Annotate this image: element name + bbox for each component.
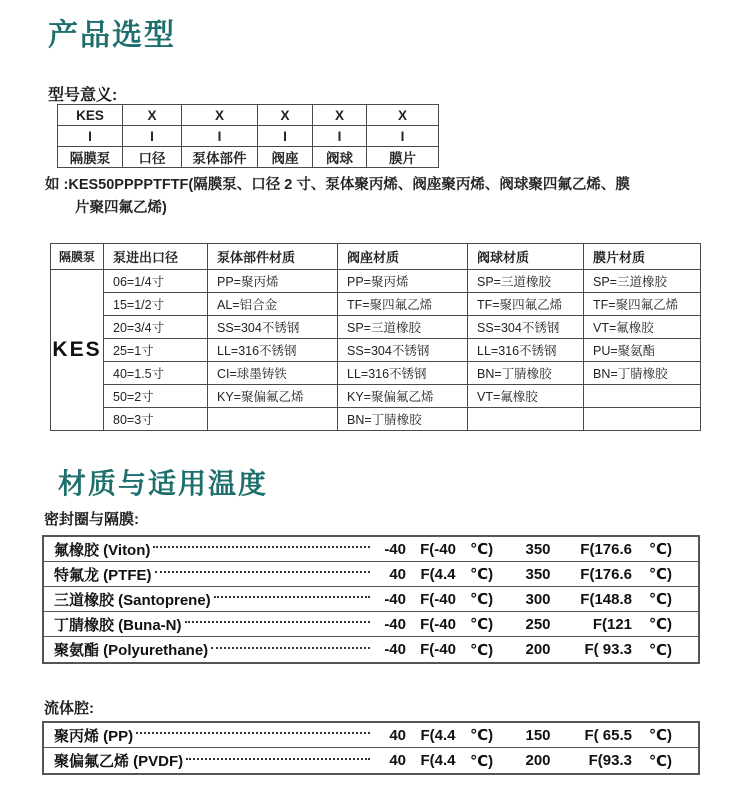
spec-cell: SP=三道橡胶 <box>338 316 468 339</box>
dot-leader <box>136 732 370 734</box>
max-temp-unit: ℃) <box>648 641 672 659</box>
table-row <box>44 748 698 773</box>
min-temp-c: F(-40 <box>420 590 456 608</box>
spec-header-seat-material: 阀座材质 <box>338 244 468 270</box>
min-temp-c: F(4.4 <box>420 565 456 583</box>
max-temp-c: F(93.3 <box>588 752 632 769</box>
material-label: 聚偏氟乙烯 (PVDF) <box>54 753 184 770</box>
max-temp-f: 300 <box>525 590 551 608</box>
spec-cell: TF=聚四氟乙烯 <box>584 293 701 316</box>
dot-leader <box>186 758 370 760</box>
spec-header-body-material: 泵体部件材质 <box>208 244 338 270</box>
min-temp-unit: ℃) <box>470 641 494 659</box>
spec-cell: SP=三道橡胶 <box>584 270 701 293</box>
spec-cell: VT=氟橡胶 <box>584 316 701 339</box>
spec-cell: AL=铝合金 <box>208 293 338 316</box>
spec-cell <box>584 385 701 408</box>
table-row <box>44 562 698 587</box>
max-temp-unit: ℃) <box>648 591 672 608</box>
table-row <box>51 293 701 316</box>
table-row <box>58 147 439 168</box>
dot-leader <box>211 647 370 649</box>
max-temp-f: 200 <box>525 641 551 658</box>
model-meaning-cell: 口径 <box>123 147 182 168</box>
model-meaning-cell: 阀球 <box>313 147 367 168</box>
spec-cell: 50=2寸 <box>104 385 208 408</box>
max-temp-c: F(121 <box>592 615 632 633</box>
fluid-chamber-label: 流体腔: <box>44 700 94 717</box>
spec-cell <box>584 408 701 431</box>
min-temp-f: 40 <box>389 565 406 583</box>
min-temp-unit: ℃) <box>470 541 494 558</box>
spec-cell: SS=304不锈钢 <box>468 316 584 339</box>
min-temp-unit: ℃) <box>470 566 494 583</box>
min-temp-c: F(-40 <box>420 540 456 558</box>
min-temp-c: F(-40 <box>420 615 456 633</box>
spec-cell: KY=聚偏氟乙烯 <box>338 385 468 408</box>
model-pipe-cell: I <box>258 126 313 147</box>
max-temp-c: F(148.8 <box>580 590 632 608</box>
material-label: 特氟龙 (PTFE) <box>54 566 152 584</box>
spec-cell: TF=聚四氟乙烯 <box>338 293 468 316</box>
model-code-cell: KES <box>58 105 123 126</box>
spec-cell: LL=316不锈钢 <box>338 362 468 385</box>
dot-leader <box>153 546 370 548</box>
spec-cell: KY=聚偏氟乙烯 <box>208 385 338 408</box>
model-pipe-cell: I <box>182 126 258 147</box>
max-temp-c: F(176.6 <box>580 540 632 558</box>
spec-cell: VT=氟橡胶 <box>468 385 584 408</box>
material-label: 聚丙烯 (PP) <box>54 727 134 745</box>
material-label: 三道橡胶 (Santoprene) <box>54 591 211 609</box>
model-meaning-label: 型号意义: <box>48 87 118 104</box>
min-temp-unit: ℃) <box>470 752 494 770</box>
table-row <box>51 408 701 431</box>
spec-cell: LL=316不锈钢 <box>468 339 584 362</box>
model-code-cell: X <box>258 105 313 126</box>
spec-cell: 15=1/2寸 <box>104 293 208 316</box>
max-temp-c: F( 93.3 <box>584 641 632 658</box>
seal-diaphragm-label: 密封圈与隔膜: <box>44 511 139 528</box>
table-row <box>44 537 698 562</box>
min-temp-unit: ℃) <box>470 591 494 608</box>
min-temp-c: F(-40 <box>420 641 456 658</box>
spec-cell: PP=聚丙烯 <box>208 270 338 293</box>
table-header-row <box>51 244 701 270</box>
table-row <box>51 270 701 293</box>
table-row <box>51 362 701 385</box>
spec-cell: 40=1.5寸 <box>104 362 208 385</box>
max-temp-f: 350 <box>525 565 551 583</box>
material-label: 氟橡胶 (Viton) <box>54 541 151 559</box>
model-pipe-cell: I <box>123 126 182 147</box>
min-temp-f: 40 <box>389 726 406 744</box>
max-temp-unit: ℃) <box>648 566 672 583</box>
model-code-cell: X <box>367 105 439 126</box>
model-pipe-cell: I <box>58 126 123 147</box>
spec-cell: LL=316不锈钢 <box>208 339 338 362</box>
min-temp-unit: ℃) <box>470 616 494 633</box>
fluid-temperature-table <box>42 721 700 775</box>
spec-cell: SS=304不锈钢 <box>338 339 468 362</box>
spec-header-ball-material: 阀球材质 <box>468 244 584 270</box>
table-row <box>51 385 701 408</box>
max-temp-f: 350 <box>525 540 551 558</box>
spec-cell: SP=三道橡胶 <box>468 270 584 293</box>
table-row <box>44 612 698 637</box>
spec-header-pump: 隔膜泵 <box>51 244 104 270</box>
min-temp-c: F(4.4 <box>420 752 456 769</box>
model-example-text <box>45 174 715 220</box>
spec-cell: TF=聚四氟乙烯 <box>468 293 584 316</box>
spec-cell: 06=1/4寸 <box>104 270 208 293</box>
min-temp-f: -40 <box>384 641 406 658</box>
model-code-cell: X <box>182 105 258 126</box>
page-title: 产品选型 <box>48 19 176 52</box>
model-code-cell: X <box>123 105 182 126</box>
max-temp-c: F( 65.5 <box>584 726 632 744</box>
spec-header-diaphragm-material: 膜片材质 <box>584 244 701 270</box>
series-code-cell: KES <box>51 270 104 431</box>
spec-cell: BN=丁腈橡胶 <box>338 408 468 431</box>
table-row <box>58 105 439 126</box>
spec-header-port-size: 泵进出口径 <box>104 244 208 270</box>
max-temp-unit: ℃) <box>648 616 672 633</box>
max-temp-unit: ℃) <box>648 752 672 770</box>
model-meaning-cell: 膜片 <box>367 147 439 168</box>
model-code-cell: X <box>313 105 367 126</box>
min-temp-f: 40 <box>389 752 406 769</box>
model-meaning-cell: 泵体部件 <box>182 147 258 168</box>
material-label: 丁腈橡胶 (Buna-N) <box>54 616 182 634</box>
spec-cell: BN=丁腈橡胶 <box>468 362 584 385</box>
model-code-table <box>57 104 439 168</box>
spec-cell <box>468 408 584 431</box>
material-label: 聚氨酯 (Polyurethane) <box>54 642 209 659</box>
table-row <box>51 316 701 339</box>
min-temp-f: -40 <box>384 590 406 608</box>
spec-cell: 25=1寸 <box>104 339 208 362</box>
spec-cell: PP=聚丙烯 <box>338 270 468 293</box>
max-temp-c: F(176.6 <box>580 565 632 583</box>
table-row <box>44 587 698 612</box>
spec-cell: PU=聚氨酯 <box>584 339 701 362</box>
max-temp-f: 150 <box>525 726 551 744</box>
min-temp-f: -40 <box>384 540 406 558</box>
dot-leader <box>214 596 370 598</box>
min-temp-f: -40 <box>384 615 406 633</box>
table-row <box>58 126 439 147</box>
model-meaning-cell: 阀座 <box>258 147 313 168</box>
max-temp-f: 250 <box>525 615 551 633</box>
spec-cell <box>208 408 338 431</box>
max-temp-unit: ℃) <box>648 541 672 558</box>
spec-cell: BN=丁腈橡胶 <box>584 362 701 385</box>
seal-temperature-table <box>42 535 700 664</box>
model-meaning-cell: 隔膜泵 <box>58 147 123 168</box>
model-pipe-cell: I <box>367 126 439 147</box>
spec-cell: 20=3/4寸 <box>104 316 208 339</box>
min-temp-c: F(4.4 <box>420 726 456 744</box>
example-line-2: 片聚四氟乙烯) <box>75 200 167 216</box>
max-temp-unit: ℃) <box>648 727 672 744</box>
spec-cell: 80=3寸 <box>104 408 208 431</box>
max-temp-f: 200 <box>525 752 551 769</box>
dot-leader <box>155 571 371 573</box>
dot-leader <box>185 621 371 623</box>
table-row <box>51 339 701 362</box>
min-temp-unit: ℃) <box>470 727 494 744</box>
temperature-section-title: 材质与适用温度 <box>58 468 269 499</box>
model-pipe-cell: I <box>313 126 367 147</box>
table-row <box>44 637 698 662</box>
table-row <box>44 723 698 748</box>
material-spec-table <box>50 243 701 431</box>
spec-cell: CI=球墨铸铁 <box>208 362 338 385</box>
spec-cell: SS=304不锈钢 <box>208 316 338 339</box>
example-line-1: 如 :KES50PPPPTFTF(隔膜泵、口径 2 寸、泵体聚丙烯、阀座聚丙烯、阀球聚四氟乙烯、膜 <box>45 177 630 193</box>
